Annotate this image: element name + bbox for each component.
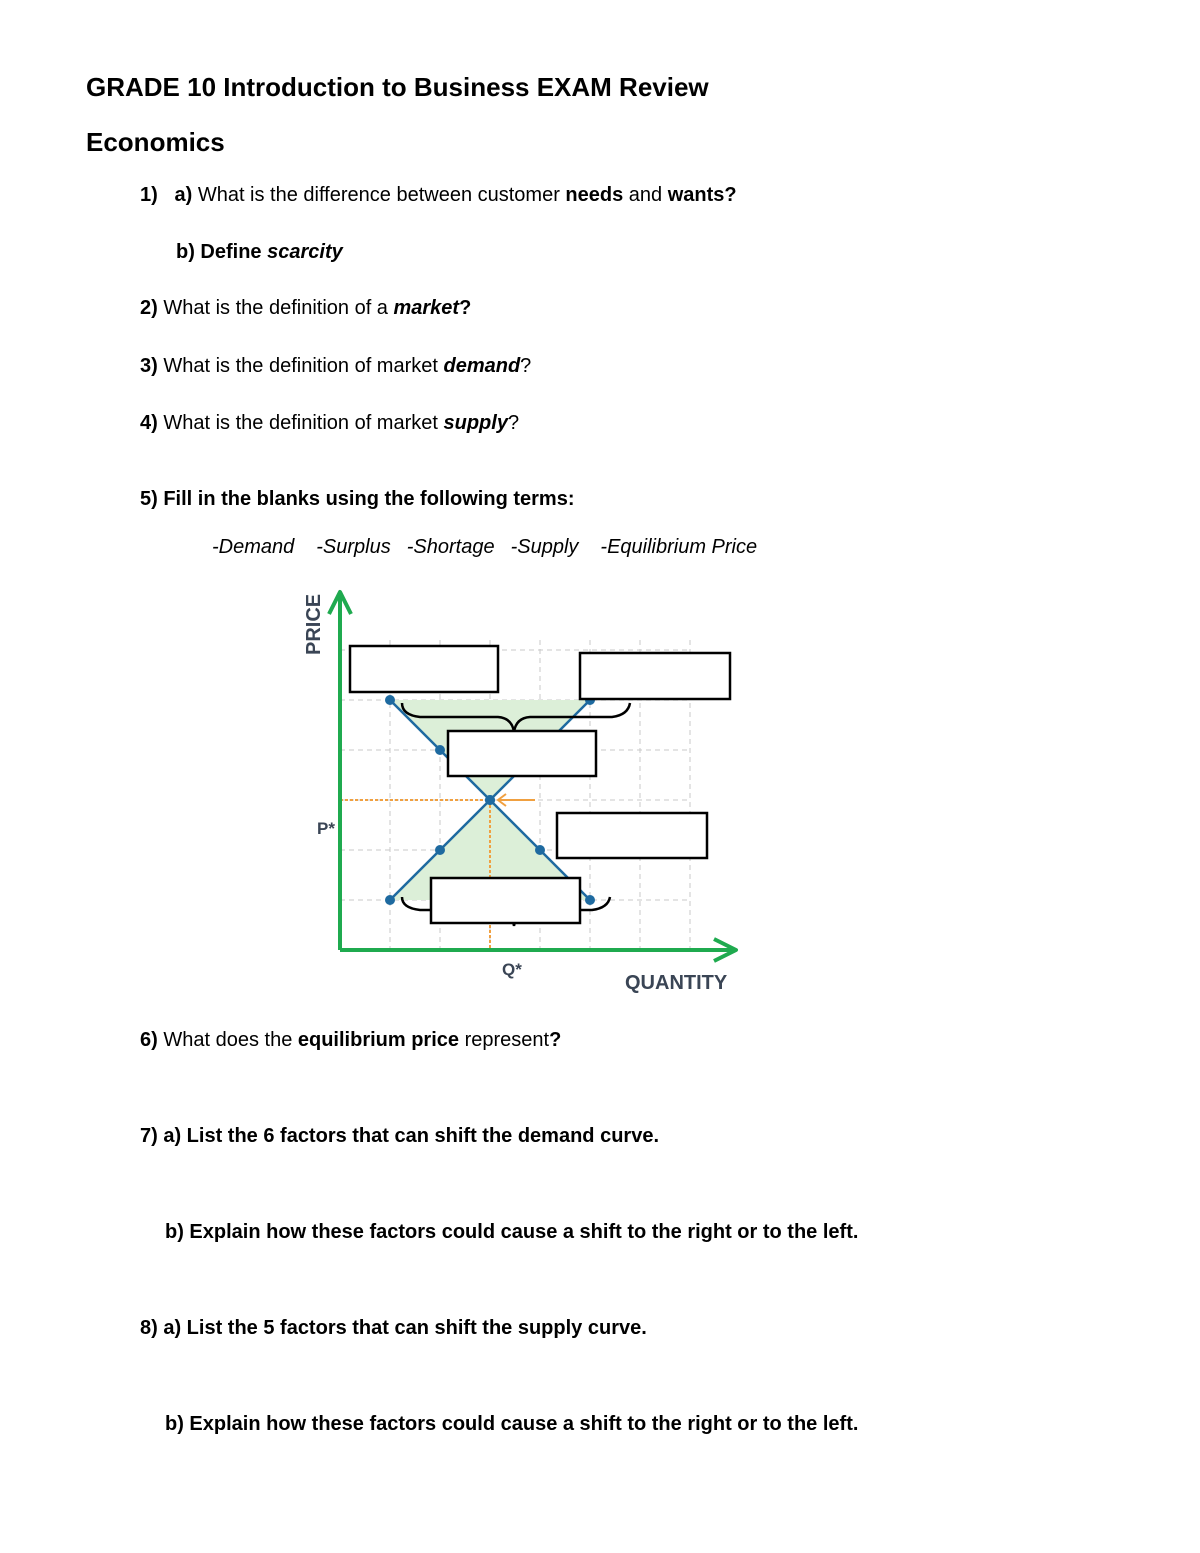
section-heading: Economics — [86, 127, 225, 157]
punctuation: ? — [507, 412, 520, 434]
question-number: 3) — [140, 355, 158, 377]
question-1b — [176, 241, 343, 264]
question-number: 6) — [140, 1029, 158, 1051]
demand-point — [385, 695, 395, 705]
keyword: market — [393, 297, 460, 319]
question-number: 4) — [140, 412, 158, 434]
answer-box — [580, 653, 730, 699]
demand-point — [535, 845, 545, 855]
term-equilibrium-price: -Equilibrium Price — [600, 536, 758, 558]
question-5: 5) Fill in the blanks using the following terms: — [140, 488, 575, 510]
question-text: What is the definition of a — [157, 297, 394, 319]
supply-point — [435, 845, 445, 855]
question-text: represent — [459, 1029, 550, 1051]
part-label: a) — [174, 184, 193, 206]
question-6 — [140, 1029, 561, 1052]
term-surplus: -Surplus — [316, 536, 391, 558]
keyword: demand — [443, 355, 521, 377]
question-text: What does the — [157, 1029, 298, 1051]
demand-point — [435, 745, 445, 755]
keyword: needs — [565, 184, 624, 206]
question-1a — [140, 184, 737, 207]
punctuation: ? — [459, 297, 472, 319]
keyword: wants? — [667, 184, 737, 206]
x-axis-label: QUANTITY — [625, 972, 728, 994]
supply-point — [385, 895, 395, 905]
q-star-label: Q* — [502, 960, 522, 979]
question-4 — [140, 412, 519, 435]
keyword: equilibrium price — [297, 1029, 460, 1051]
question-7a: 7) a) List the 6 factors that can shift the demand curve. — [140, 1125, 660, 1147]
y-axis-label: PRICE — [303, 593, 325, 655]
term-shortage: -Shortage — [406, 536, 495, 558]
demand-point — [585, 895, 595, 905]
answer-box — [350, 646, 498, 692]
answer-box — [448, 731, 596, 776]
p-star-label: P* — [317, 819, 335, 838]
question-3 — [140, 355, 531, 378]
term-supply: -Supply — [510, 536, 579, 558]
supply-point — [485, 795, 495, 805]
question-number: 2) — [140, 297, 158, 319]
answer-box — [431, 878, 580, 923]
answer-box — [557, 813, 707, 858]
part-label: b) Define — [176, 241, 268, 263]
question-number: 1) — [140, 184, 158, 206]
punctuation: ? — [549, 1029, 562, 1051]
question-8a: 8) a) List the 5 factors that can shift the supply curve. — [140, 1317, 647, 1339]
term-list — [212, 536, 779, 559]
question-2 — [140, 297, 471, 320]
document-title: GRADE 10 Introduction to Business EXAM Review — [86, 72, 709, 102]
punctuation: ? — [520, 355, 532, 377]
question-text: What is the definition of market — [157, 355, 444, 377]
question-text: and — [623, 184, 668, 206]
supply-demand-chart — [290, 580, 750, 1000]
question-text: What is the definition of market — [157, 412, 444, 434]
keyword: supply — [443, 412, 508, 434]
question-8b: b) Explain how these factors could cause a shift to the right or to the left. — [165, 1413, 859, 1435]
keyword: scarcity — [267, 241, 343, 263]
term-demand: -Demand — [212, 536, 295, 558]
question-7b: b) Explain how these factors could cause a shift to the right or to the left. — [165, 1221, 859, 1243]
question-text: What is the difference between customer — [192, 184, 566, 206]
